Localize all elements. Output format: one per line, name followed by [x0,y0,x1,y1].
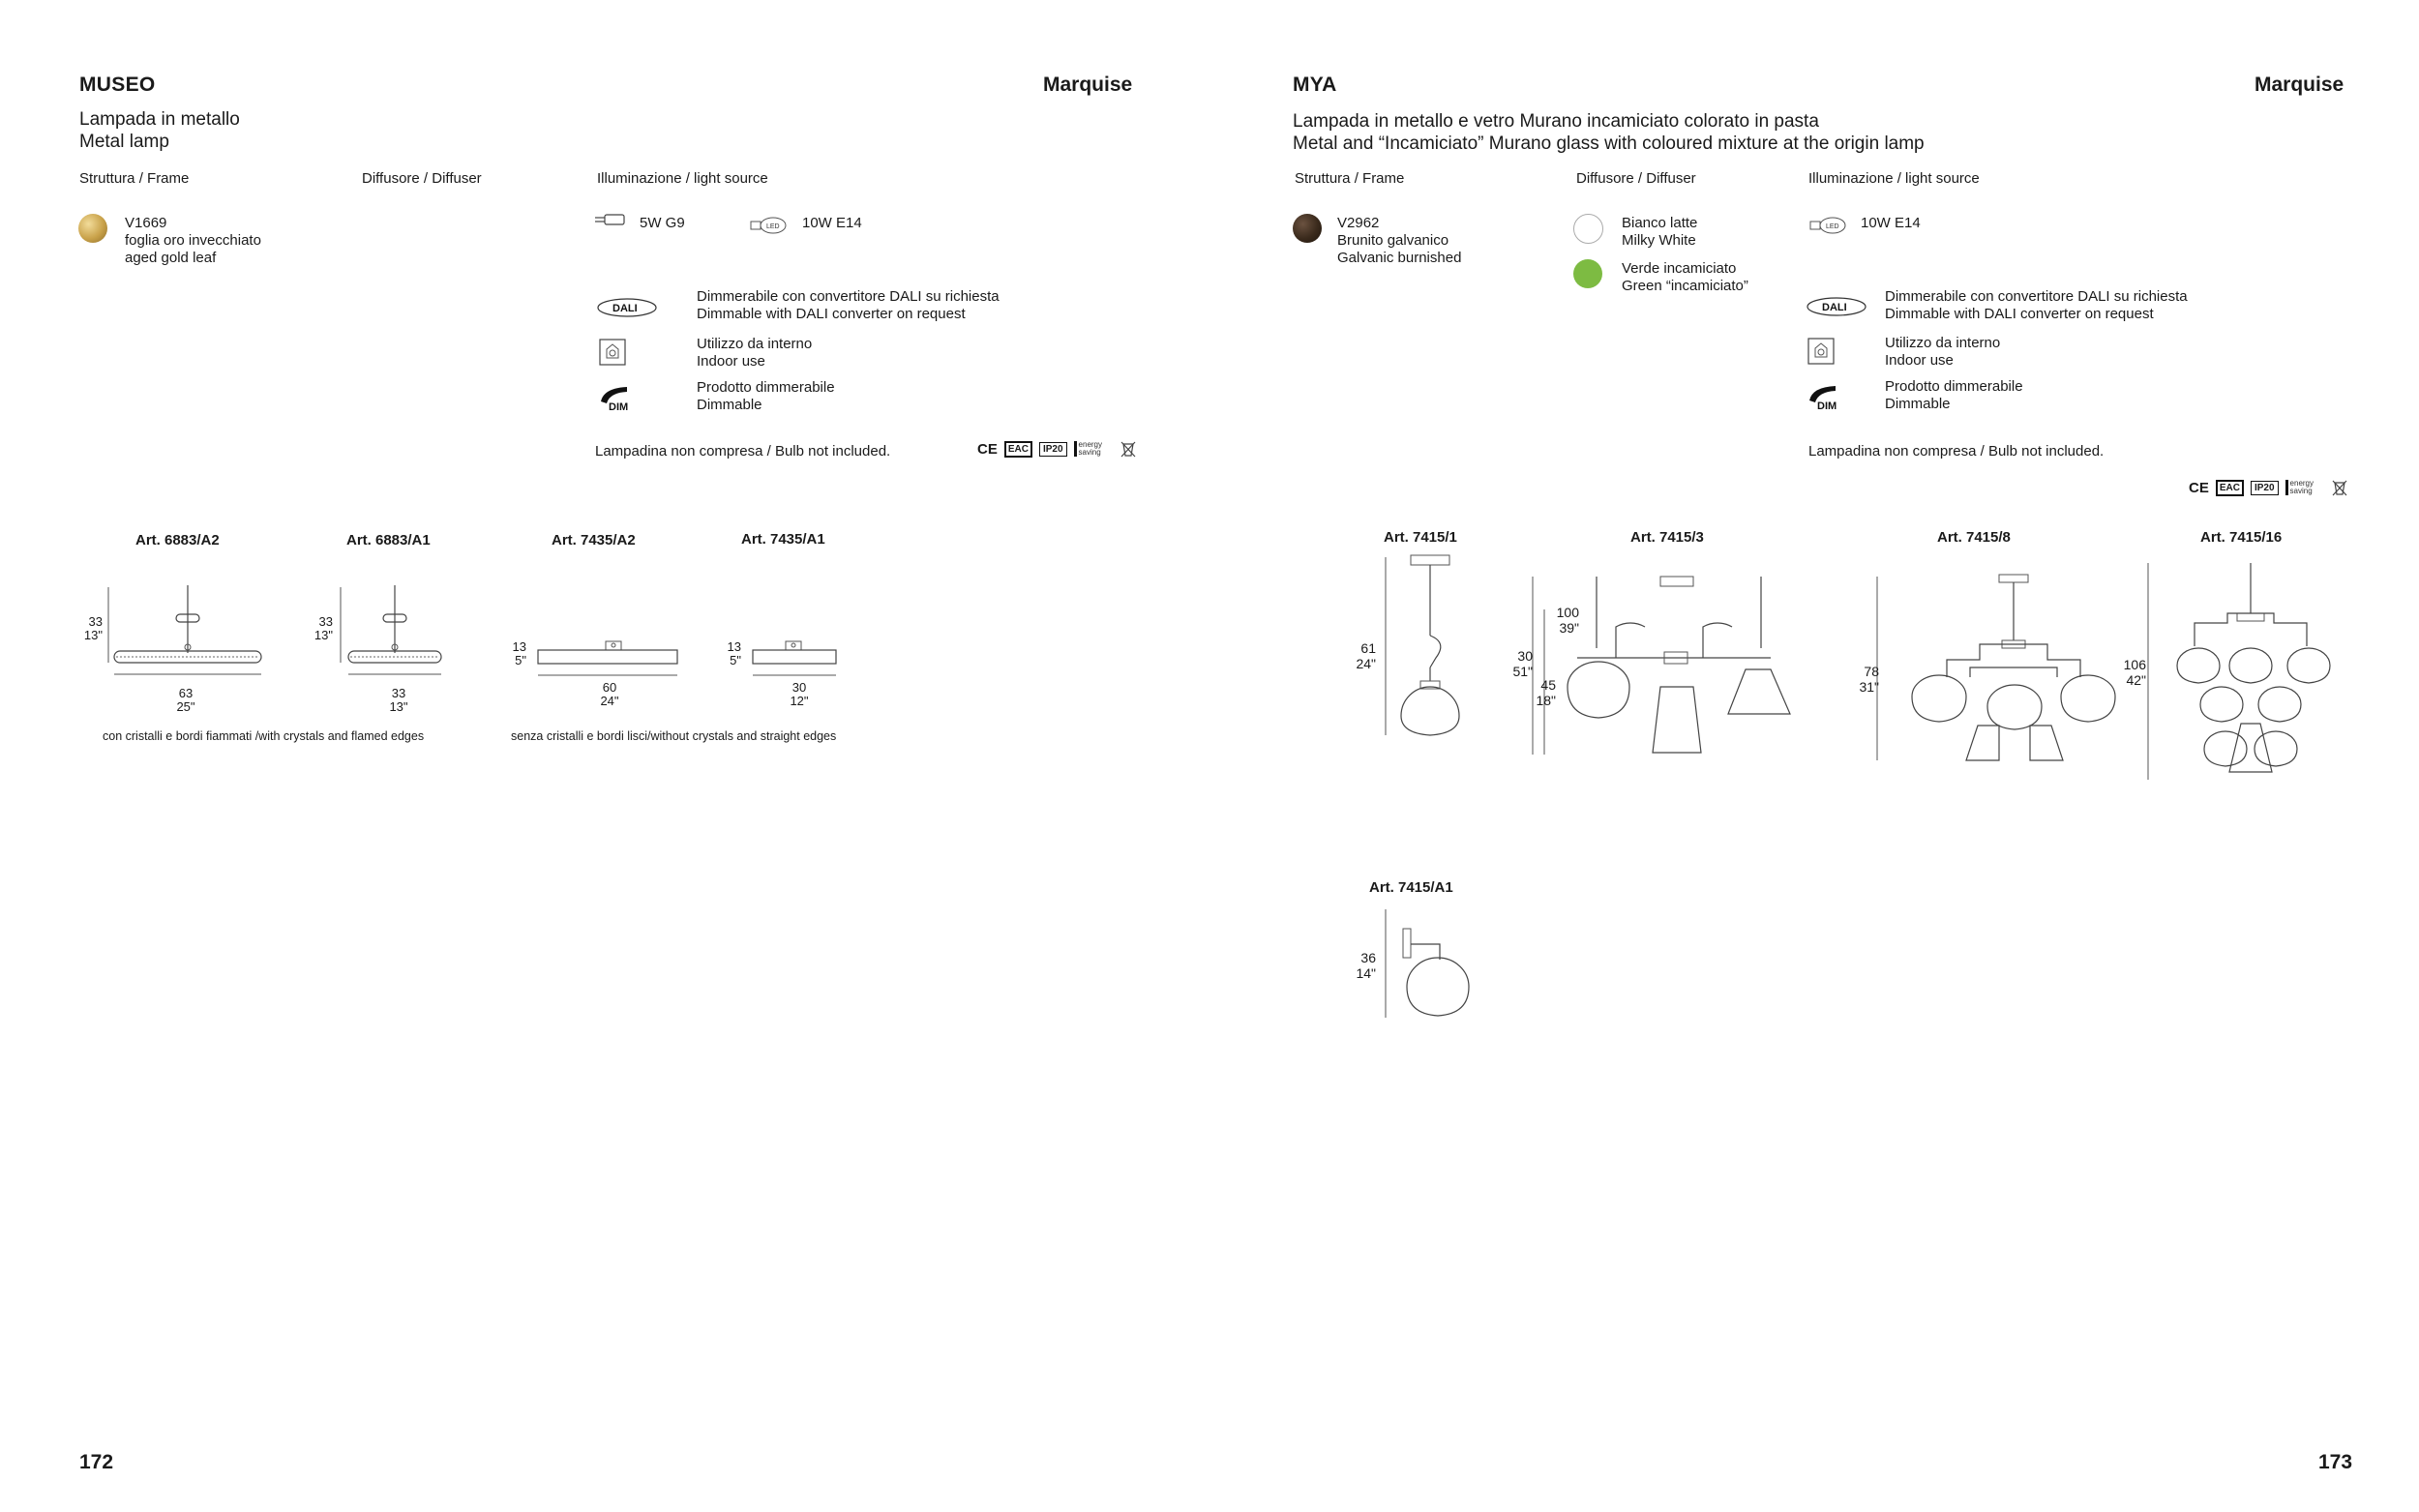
certification-marks [977,440,1136,458]
bulb-not-included-note: Lampadina non compresa / Bulb not included. [595,443,891,460]
eac-mark-icon: EAC [2216,480,2244,496]
height-cm: 30 [1517,648,1533,664]
article-name: Art. 7415/3 [1630,529,1704,546]
width-in: 24" [600,694,619,708]
subtitle-it: Lampada in metallo e vetro Murano incamiciato colorato in pasta [1293,111,1819,132]
subtitle-it: Lampada in metallo [79,109,240,130]
feature-en: Indoor use [697,353,765,370]
dali-icon [596,297,658,318]
feature-en: Dimmable with DALI converter on request [697,306,966,322]
led-bulb-icon [1809,216,1848,235]
frame-name-it: Brunito galvanico [1337,232,1449,249]
diffuser-option [1622,260,1748,295]
width-in: 25" [176,699,195,714]
dimension-height [310,615,333,642]
svg-text:DIM: DIM [609,401,629,413]
feature-en: Dimmable [1885,396,1951,412]
height-in: 14" [1356,965,1376,981]
energy-saving-icon: energy saving [2285,480,2325,495]
lamp-drawing-7415-1 [1382,553,1469,742]
lamp-drawing-7415-16 [2144,559,2347,784]
dim-icon [598,384,631,411]
bulb-label: 10W E14 [802,215,862,231]
weee-bin-icon [2332,479,2347,496]
frame-name-en: Galvanic burnished [1337,250,1462,266]
height-in: 39" [1559,620,1579,636]
diffuser-swatch-white [1573,214,1603,244]
frame-name-en: aged gold leaf [125,250,217,266]
dimension-height [2113,657,2146,688]
article-name: Art. 7415/16 [2200,529,2283,546]
light-source-column-header: Illuminazione / light source [597,170,768,187]
ip20-badge: IP20 [2251,481,2279,495]
diffuser-name-it: Bianco latte [1622,215,1698,231]
feature-it: Dimmerabile con convertitore DALI su richiesta [697,288,1000,305]
diffuser-name-en: Milky White [1622,232,1696,249]
feature-text [1885,335,2000,370]
lamp-drawing-6883-a2 [106,585,281,677]
height-cm: 78 [1864,664,1879,679]
page-number: 172 [79,1451,114,1473]
height-in: 24" [1356,656,1376,671]
dimension-height [718,640,741,667]
dimension-height [1349,640,1376,671]
indoor-use-icon [599,339,626,366]
variant-note-crystals: con cristalli e bordi fiammati /with crystals and flamed edges [103,729,425,743]
dimension-width [780,681,819,708]
diffuser-option [1622,215,1697,250]
diffuser-column-header: Diffusore / Diffuser [1576,170,1696,187]
dimension-height [503,640,526,667]
feature-it: Utilizzo da interno [697,336,813,352]
frame-swatch [78,214,107,243]
svg-text:LED: LED [1826,223,1839,230]
height-cm: 13 [512,639,526,654]
subtitle-en: Metal lamp [79,132,169,152]
height-in: 13" [83,628,103,642]
variant-note-plain: senza cristalli e bordi lisci/without crystals and straight edges [511,729,837,743]
lamp-drawing-7415-a1 [1382,905,1469,1022]
feature-text [697,336,812,371]
page-number: 173 [2318,1451,2353,1473]
article-name: Art. 7415/A1 [1369,879,1453,896]
diffuser-name-it: Verde incamiciato [1622,260,1737,277]
feature-text [1885,378,2023,413]
feature-it: Dimmerabile con convertitore DALI su richiesta [1885,288,2188,305]
frame-code: V2962 [1337,215,1380,231]
height-in: 51" [1512,664,1533,679]
indoor-use-icon [1807,338,1835,365]
height-cm: 13 [727,639,741,654]
width-in: 12" [790,694,809,708]
frame-finish [125,215,261,267]
lamp-drawing-7415-8 [1873,571,2086,764]
light-source-column-header: Illuminazione / light source [1808,170,1980,187]
dimension-width [590,681,629,708]
bulb-label: 10W E14 [1861,215,1921,231]
article-name: Art. 7435/A1 [741,531,825,548]
article-name: Art. 7415/1 [1384,529,1457,546]
height-cm: 100 [1556,605,1579,620]
bulb-label: 5W G9 [640,215,685,231]
dimension-body [1529,677,1556,708]
svg-text:DIM: DIM [1817,400,1837,412]
height-cm: 33 [318,614,333,629]
bulb-not-included-note: Lampadina non compresa / Bulb not included. [1808,443,2105,460]
feature-it: Prodotto dimmerabile [697,379,835,396]
frame-swatch [1293,214,1322,243]
lamp-drawing-7415-3 [1529,571,1800,764]
height-in: 18" [1536,693,1556,708]
article-name: Art. 7435/A2 [552,532,636,548]
certification-marks [2189,479,2347,496]
height-cm: 45 [1540,677,1556,693]
dimension-height [79,615,103,642]
height-cm: 36 [1360,950,1376,965]
ip20-badge: IP20 [1039,442,1067,457]
led-bulb-icon [750,216,789,235]
height-in: 42" [2126,672,2146,688]
dimension-width [166,687,205,714]
energy-saving-icon: energy saving [1074,441,1114,457]
dimension-width [379,687,418,714]
feature-it: Prodotto dimmerabile [1885,378,2023,395]
page-title: MYA [1293,74,1337,96]
lamp-drawing-7435-a2 [532,638,687,682]
subtitle-en: Metal and “Incamiciato” Murano glass with coloured mixture at the origin lamp [1293,133,1925,154]
dali-icon [1806,296,1867,317]
diffuser-swatch-green [1573,259,1602,288]
height-cm: 106 [2123,657,2146,672]
feature-text [1885,288,2188,323]
svg-text:DALI: DALI [1822,302,1847,313]
frame-column-header: Struttura / Frame [1295,170,1405,187]
ce-mark-icon: CE [977,440,998,458]
frame-column-header: Struttura / Frame [79,170,190,187]
article-name: Art. 7415/8 [1937,529,2011,546]
feature-en: Dimmable [697,397,762,413]
diffuser-name-en: Green “incamiciato” [1622,278,1748,294]
height-in: 5" [730,653,741,667]
article-name: Art. 6883/A1 [346,532,431,548]
dimension-height [1500,648,1533,679]
brand-name: Marquise [2255,74,2344,96]
svg-text:DALI: DALI [612,303,638,314]
width-cm: 30 [791,680,807,695]
height-in: 31" [1859,679,1879,695]
g9-bulb-icon [593,212,632,227]
dimension-chain [1542,605,1579,636]
dimension-height [1349,950,1376,981]
lamp-drawing-6883-a1 [339,585,455,677]
frame-finish [1337,215,1461,267]
frame-name-it: foglia oro invecchiato [125,232,261,249]
eac-mark-icon: EAC [1004,441,1032,458]
ce-mark-icon: CE [2189,479,2209,496]
svg-text:LED: LED [766,223,780,230]
feature-text [697,288,1000,323]
width-cm: 33 [391,686,406,700]
lamp-drawing-7435-a1 [747,638,844,682]
height-cm: 33 [88,614,103,629]
feature-text [697,379,835,414]
width-cm: 60 [602,680,617,695]
height-in: 5" [515,653,526,667]
article-name: Art. 6883/A2 [135,532,220,548]
brand-name: Marquise [1043,74,1133,96]
feature-it: Utilizzo da interno [1885,335,2001,351]
height-in: 13" [314,628,333,642]
feature-en: Indoor use [1885,352,1954,369]
height-cm: 61 [1360,640,1376,656]
diffuser-column-header: Diffusore / Diffuser [362,170,482,187]
width-cm: 63 [178,686,194,700]
dimension-height [1852,664,1879,695]
feature-en: Dimmable with DALI converter on request [1885,306,2154,322]
frame-code: V1669 [125,215,167,231]
dim-icon [1807,383,1839,410]
width-in: 13" [389,699,408,714]
weee-bin-icon [1120,440,1136,458]
page-title: MUSEO [79,74,156,96]
